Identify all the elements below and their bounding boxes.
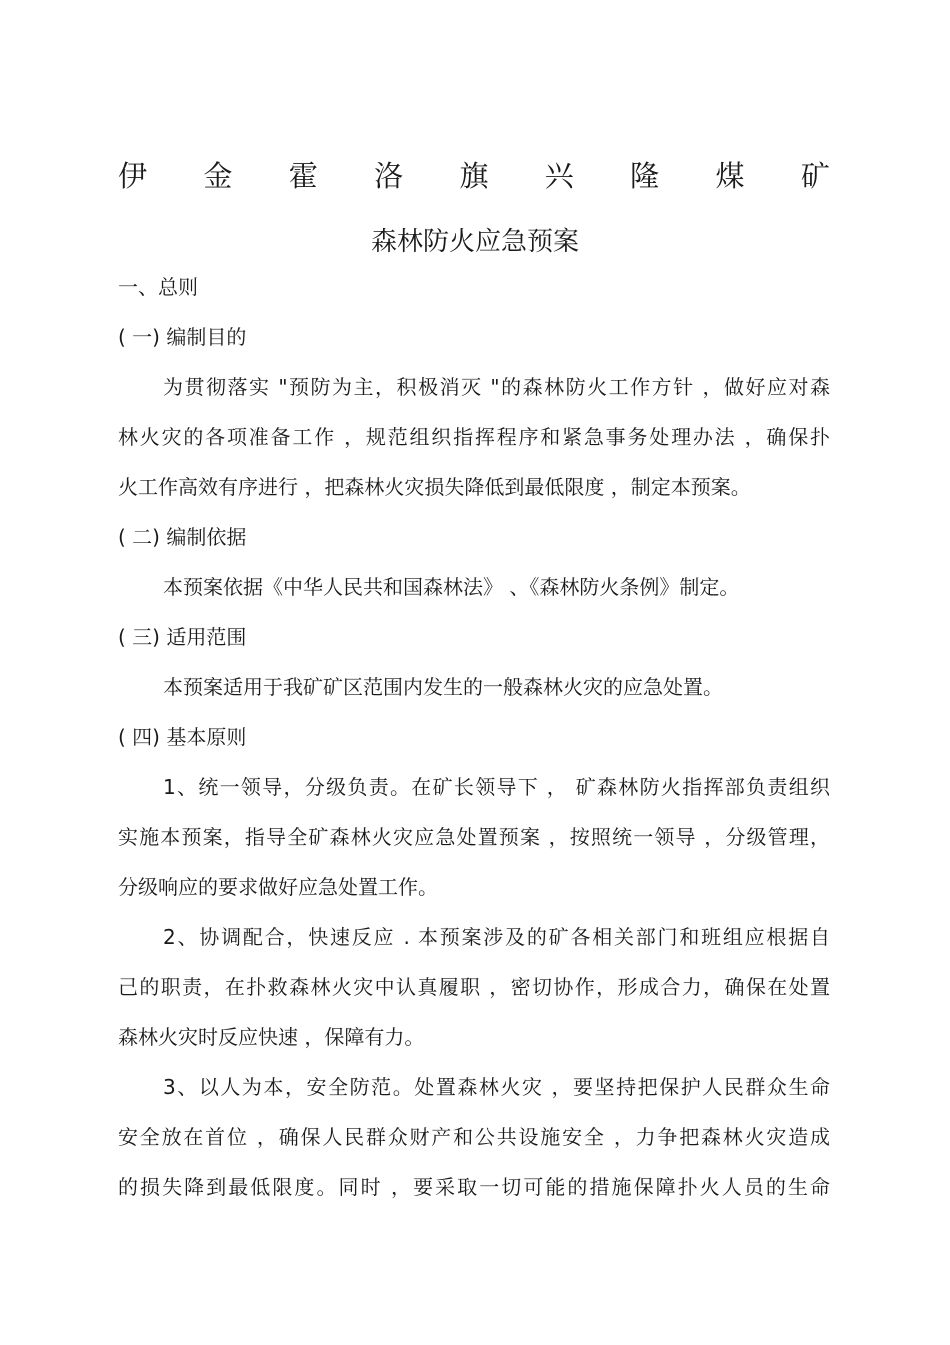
title-char: 旗 xyxy=(459,159,489,193)
subsection-heading: ( 三) 适用范围 xyxy=(118,625,247,649)
document-title xyxy=(118,156,830,196)
paragraph-line: 林火灾的各项准备工作 ，规范组织指挥程序和紧急事务处理办法 ，确保扑 xyxy=(118,425,830,449)
paragraph-line: 为贯彻落实 "预防为主，积极消灭 "的森林防火工作方针 ，做好应对森 xyxy=(163,375,830,399)
title-char: 矿 xyxy=(800,159,830,193)
paragraph-line: 己的职责，在扑救森林火灾中认真履职 ，密切协作，形成合力，确保在处置 xyxy=(118,975,830,999)
title-char: 金 xyxy=(203,159,233,193)
paragraph-line: 本预案适用于我矿矿区范围内发生的一般森林火灾的应急处置。 xyxy=(163,675,723,699)
title-char: 洛 xyxy=(374,159,404,193)
subsection-heading: ( 四) 基本原则 xyxy=(118,725,247,749)
paragraph-line: 森林火灾时反应快速 ，保障有力。 xyxy=(118,1025,425,1049)
paragraph-line: 安全放在首位 ，确保人民群众财产和公共设施安全 ，力争把森林火灾造成 xyxy=(118,1125,830,1149)
paragraph-line: 火工作高效有序进行 ，把森林火灾损失降低到最低限度 ，制定本预案。 xyxy=(118,475,751,499)
title-char: 煤 xyxy=(715,159,745,193)
paragraph-line: 1、统一领导，分级负责。在矿长领导下 ， 矿森林防火指挥部负责组织 xyxy=(163,775,830,799)
title-char: 伊 xyxy=(118,159,148,193)
document-subtitle: 森林防火应急预案 xyxy=(370,227,579,257)
section-heading: 一、总则 xyxy=(118,275,198,299)
paragraph-line: 2、协调配合，快速反应 . 本预案涉及的矿各相关部门和班组应根据自 xyxy=(163,925,830,949)
paragraph-line: 实施本预案，指导全矿森林火灾应急处置预案 ，按照统一领导 ，分级管理， xyxy=(118,825,830,849)
paragraph-line: 的损失降到最低限度。同时 ，要采取一切可能的措施保障扑火人员的生命 xyxy=(118,1175,830,1199)
title-char: 兴 xyxy=(544,159,574,193)
subsection-heading: ( 二) 编制依据 xyxy=(118,525,247,549)
subsection-heading: ( 一) 编制目的 xyxy=(118,325,247,349)
title-char: 隆 xyxy=(630,159,660,193)
paragraph-line: 分级响应的要求做好应急处置工作。 xyxy=(118,875,438,899)
paragraph-line: 本预案依据《中华人民共和国森林法》 、《森林防火条例》制定。 xyxy=(163,575,740,599)
title-char: 霍 xyxy=(288,159,318,193)
paragraph-line: 3、以人为本，安全防范。处置森林火灾 ，要坚持把保护人民群众生命 xyxy=(163,1075,830,1099)
